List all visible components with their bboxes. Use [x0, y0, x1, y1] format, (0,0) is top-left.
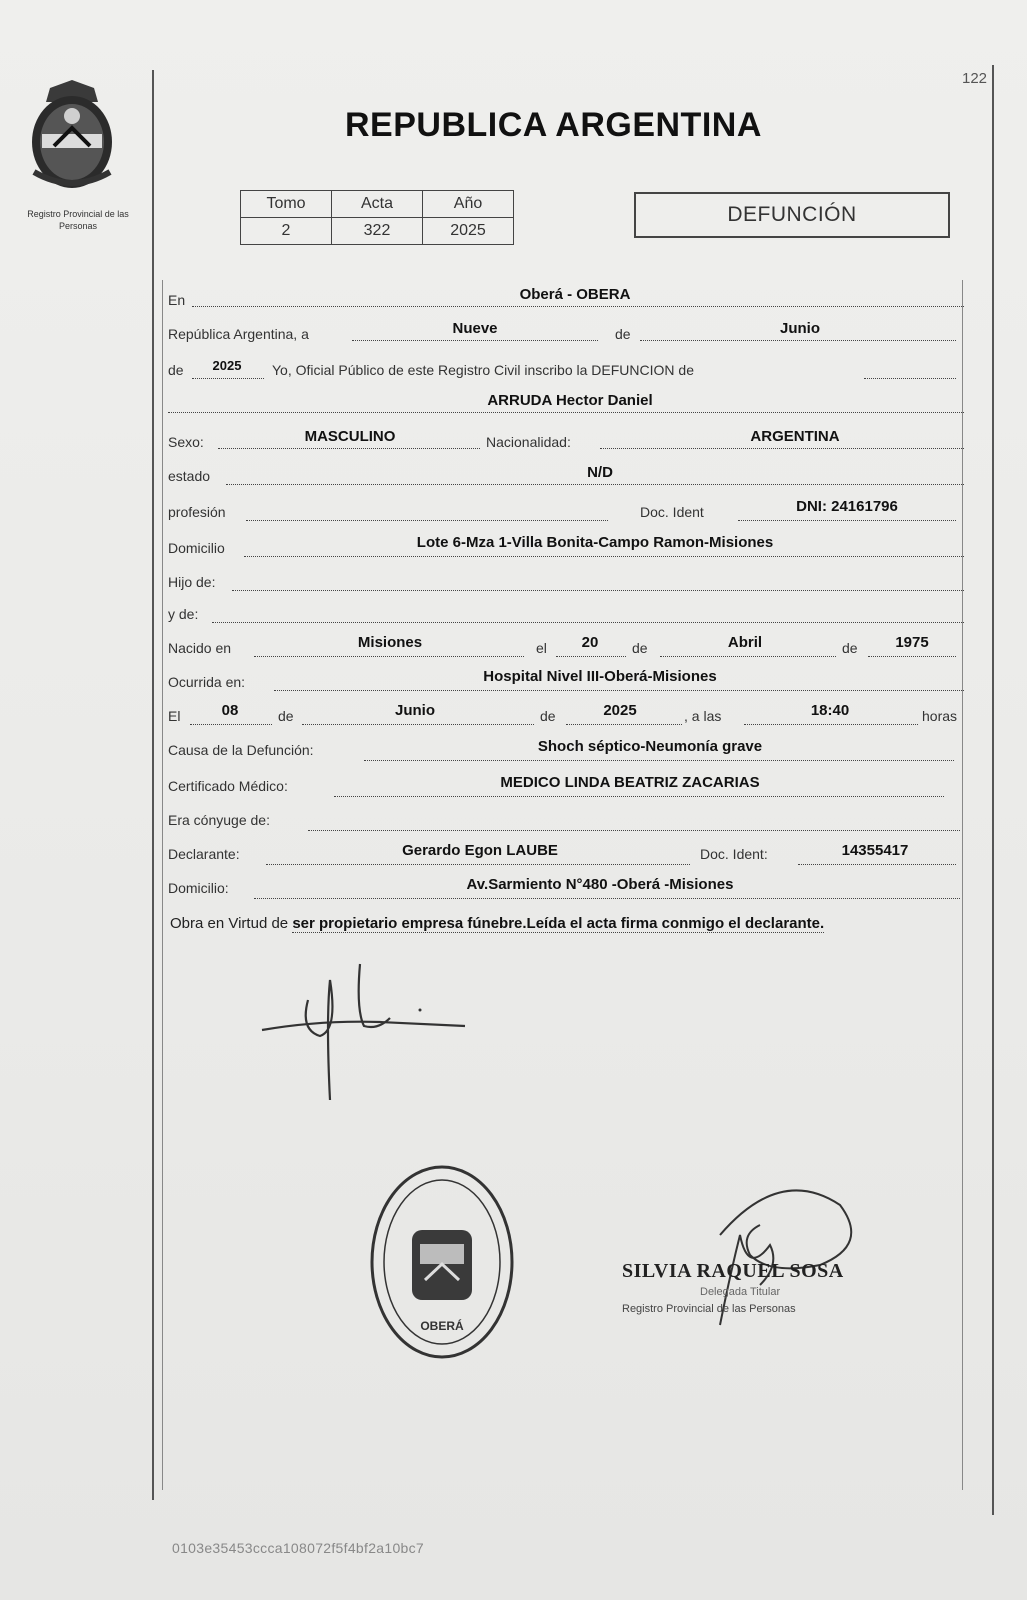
- profesion-label: profesión: [168, 504, 226, 520]
- obra-value: ser propietario empresa fúnebre.Leída el acta firma conmigo el declarante.: [292, 915, 825, 932]
- birth-year: 1975: [895, 634, 929, 651]
- declarante-value: Gerardo Egon LAUBE: [402, 842, 558, 859]
- record-table: [240, 190, 514, 245]
- alas-label: , a las: [684, 708, 722, 724]
- en-label: En: [168, 292, 186, 308]
- inner-right-line: [962, 280, 963, 1490]
- death-time: 18:40: [810, 702, 850, 719]
- nacionalidad-label: Nacionalidad:: [486, 434, 571, 450]
- ocurrida-line: [274, 690, 964, 691]
- doc-value: DNI: 24161796: [796, 498, 898, 515]
- birth-month: Abril: [727, 634, 763, 651]
- el-label: el: [536, 640, 547, 656]
- decl-domicilio-line: [254, 898, 960, 899]
- certificado-line: [334, 796, 944, 797]
- coat-of-arms-icon: [24, 76, 120, 194]
- death-year-line: [566, 724, 682, 725]
- certificado-label: Certificado Médico:: [168, 778, 288, 794]
- inscribo-text: Yo, Oficial Público de este Registro Civil inscribo la DEFUNCION de: [272, 362, 694, 378]
- birth-year-line: [868, 656, 956, 657]
- yde-label: y de:: [168, 606, 199, 622]
- name-line: [168, 412, 964, 413]
- causa-label: Causa de la Defunción:: [168, 742, 314, 758]
- de-label: de: [615, 326, 631, 342]
- official-title: Delegada Titular: [700, 1286, 781, 1298]
- en-line: [192, 306, 964, 307]
- sexo-value: MASCULINO: [304, 428, 396, 445]
- birth-de2-label: de: [842, 640, 858, 656]
- record-type-box: DEFUNCIÓN: [634, 192, 950, 238]
- death-day: 08: [221, 702, 239, 719]
- month-value: Junio: [780, 320, 820, 337]
- svg-text:OBERÁ: OBERÁ: [420, 1319, 464, 1333]
- death-year: 2025: [603, 702, 637, 719]
- horas-label: horas: [922, 708, 958, 724]
- causa-value: Shoch séptico-Neumonía grave: [537, 738, 763, 755]
- header-tomo: Tomo: [241, 191, 332, 218]
- domicilio-label: Domicilio: [168, 540, 225, 556]
- inscribo-line: [864, 378, 956, 379]
- domicilio-line: [244, 556, 964, 557]
- obra-label: Obra en Virtud de: [170, 915, 289, 932]
- estado-value: N/D: [587, 464, 613, 481]
- document-hash: 0103e35453ccca108072f5f4bf2a10bc7: [172, 1540, 425, 1556]
- declarante-line: [266, 864, 690, 865]
- left-margin-line: [152, 70, 154, 1500]
- nacido-label: Nacido en: [168, 640, 232, 656]
- record-table-header: [241, 191, 514, 218]
- de2-label: de: [168, 362, 184, 378]
- nacionalidad-value: ARGENTINA: [750, 428, 840, 445]
- decl-doc-label: Doc. Ident:: [700, 846, 768, 862]
- value-acta: 322: [332, 218, 423, 245]
- official-name: SILVIA RAQUEL SOSA: [622, 1260, 844, 1282]
- death-month: Junio: [395, 702, 435, 719]
- hijo-line: [232, 590, 964, 591]
- nacionalidad-line: [600, 448, 964, 449]
- yde-line: [212, 622, 964, 623]
- profesion-line: [246, 520, 608, 521]
- declarante-label: Declarante:: [168, 846, 240, 862]
- ocurrida-value: Hospital Nivel III-Oberá-Misiones: [483, 668, 717, 685]
- death-day-line: [190, 724, 272, 725]
- birth-day-line: [556, 656, 626, 657]
- time-line: [744, 724, 918, 725]
- birth-day: 20: [581, 634, 599, 651]
- estado-label: estado: [168, 468, 211, 484]
- conyuge-line: [308, 830, 960, 831]
- death-de2-label: de: [540, 708, 556, 724]
- death-month-line: [302, 724, 534, 725]
- official-seal-stamp: [365, 1160, 520, 1365]
- birth-month-line: [660, 656, 836, 657]
- document-title: REPUBLICA ARGENTINA: [345, 106, 762, 144]
- year-value: 2025: [212, 358, 242, 373]
- year-line: [192, 378, 264, 379]
- estado-line: [226, 484, 964, 485]
- sexo-label: Sexo:: [168, 434, 204, 450]
- declarant-signature: [260, 960, 470, 1110]
- causa-line: [364, 760, 954, 761]
- header-acta: Acta: [332, 191, 423, 218]
- death-de-label: de: [278, 708, 294, 724]
- decl-domicilio-label: Domicilio:: [168, 880, 229, 896]
- emblem-label: Registro Provincial de las Personas: [27, 209, 129, 231]
- ocurrida-label: Ocurrida en:: [168, 674, 246, 690]
- page-number: 122: [962, 70, 988, 87]
- month-line: [640, 340, 956, 341]
- hijo-label: Hijo de:: [168, 574, 216, 590]
- obra-paragraph: [170, 912, 970, 936]
- El-label: El: [168, 708, 181, 724]
- decl-domicilio-value: Av.Sarmiento N°480 -Oberá -Misiones: [466, 876, 734, 893]
- republica-label: República Argentina, a: [168, 326, 309, 342]
- right-margin-line: [992, 65, 994, 1515]
- doc-line: [738, 520, 956, 521]
- sexo-line: [218, 448, 480, 449]
- deceased-name: ARRUDA Hector Daniel: [487, 392, 653, 409]
- certificado-value: MEDICO LINDA BEATRIZ ZACARIAS: [500, 774, 760, 791]
- day-value: Nueve: [452, 320, 498, 337]
- birth-de-label: de: [632, 640, 648, 656]
- record-table-values: [241, 218, 514, 245]
- domicilio-value: Lote 6-Mza 1-Villa Bonita-Campo Ramon-Misiones: [416, 534, 774, 551]
- inner-left-line: [162, 280, 163, 1490]
- value-anio: 2025: [423, 218, 514, 245]
- doc-label: Doc. Ident: [640, 504, 704, 520]
- value-tomo: 2: [241, 218, 332, 245]
- decl-doc-line: [798, 864, 956, 865]
- header-anio: Año: [423, 191, 514, 218]
- conyuge-label: Era cónyuge de:: [168, 812, 270, 828]
- en-value: Oberá - OBERA: [519, 286, 631, 303]
- nacido-value: Misiones: [357, 634, 423, 651]
- nacido-line: [254, 656, 524, 657]
- day-line: [352, 340, 598, 341]
- decl-doc-value: 14355417: [841, 842, 909, 859]
- official-org: Registro Provincial de las Personas: [622, 1303, 796, 1315]
